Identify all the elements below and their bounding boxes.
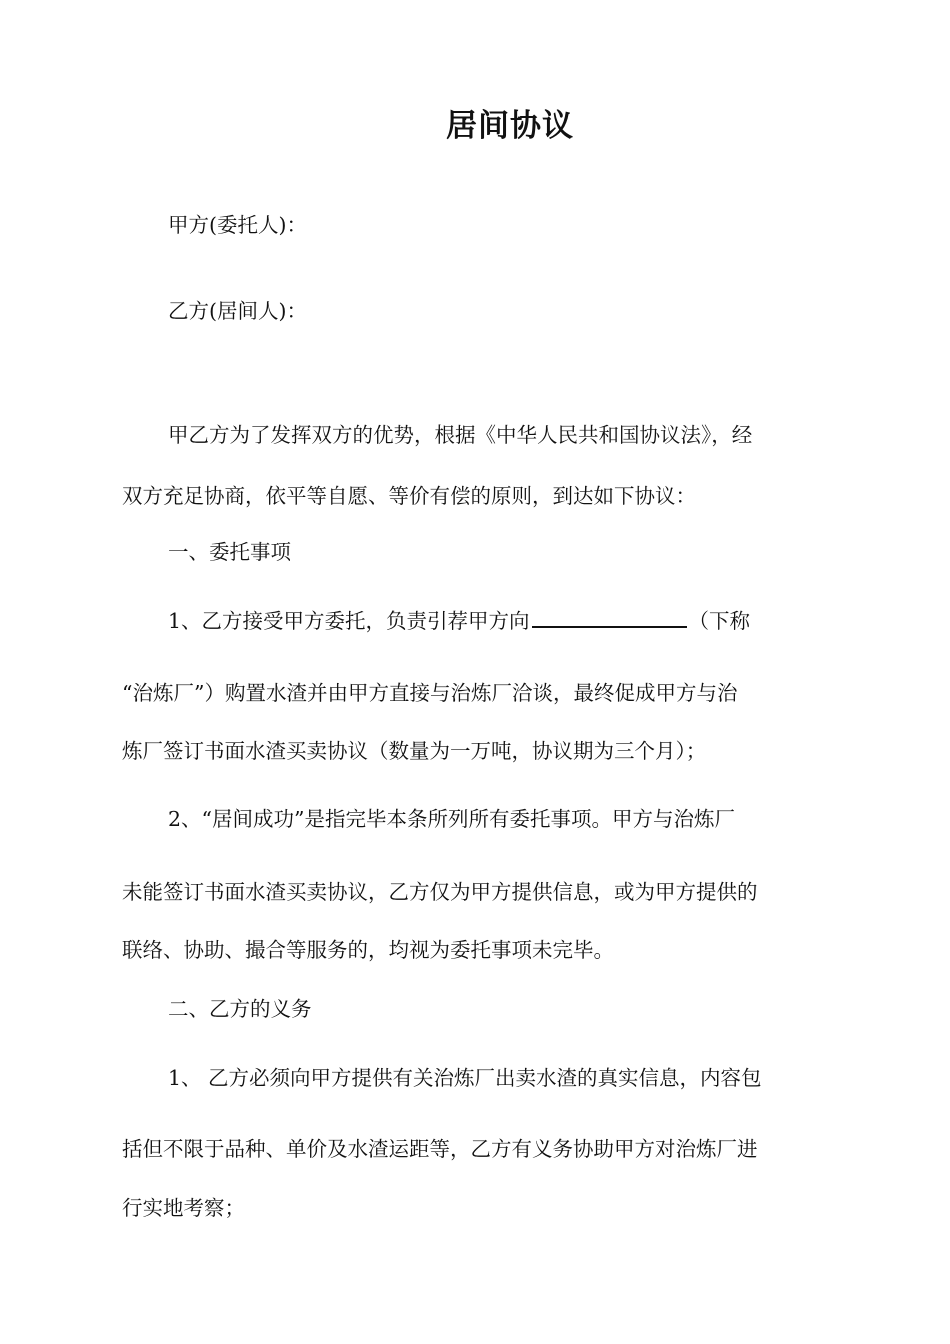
section-2-item-1-line-1: 1、 乙方必须向甲方提供有关治炼厂出卖水渣的真实信息，内容包 [168,1066,762,1090]
party-b-label: 乙方(居间人)： [168,299,307,323]
party-a-label: 甲方(委托人)： [168,213,307,237]
document-title: 居间协议 [446,108,574,144]
section-1-item-1-line-2: “治炼厂”）购置水渣并由甲方直接与治炼厂洽谈，最终促成甲方与治 [122,681,738,705]
section-1-item-2-line-3: 联络、协助、撮合等服务的，均视为委托事项未完毕。 [122,938,614,962]
section-1-item-1-line-3: 炼厂签订书面水渣买卖协议（数量为一万吨，协议期为三个月）； [122,739,707,763]
section-2-item-1-line-2: 括但不限于品种、单价及水渣运距等，乙方有义务协助甲方对治炼厂进 [122,1137,758,1161]
item-1-text-before-blank: 1、乙方接受甲方委托，负责引荐甲方向 [168,609,530,633]
section-1-item-2-line-1: 2、“居间成功”是指完毕本条所列所有委托事项。甲方与治炼厂 [168,807,736,831]
item-1-text-after-blank: （下称 [688,609,751,633]
section-2-item-1-line-3: 行实地考察； [122,1196,245,1220]
preamble-line-2: 双方充足协商，依平等自愿、等价有偿的原则，到达如下协议： [122,484,696,508]
section-1-item-2-line-2: 未能签订书面水渣买卖协议，乙方仅为甲方提供信息，或为甲方提供的 [122,880,758,904]
section-1-heading: 一、委托事项 [168,540,291,564]
section-2-heading: 二、乙方的义务 [168,997,312,1021]
fill-in-blank [532,604,687,628]
preamble-line-1: 甲乙方为了发挥双方的优势，根据《中华人民共和国协议法》，经 [168,423,753,447]
section-1-item-1-line-1 [168,604,868,636]
